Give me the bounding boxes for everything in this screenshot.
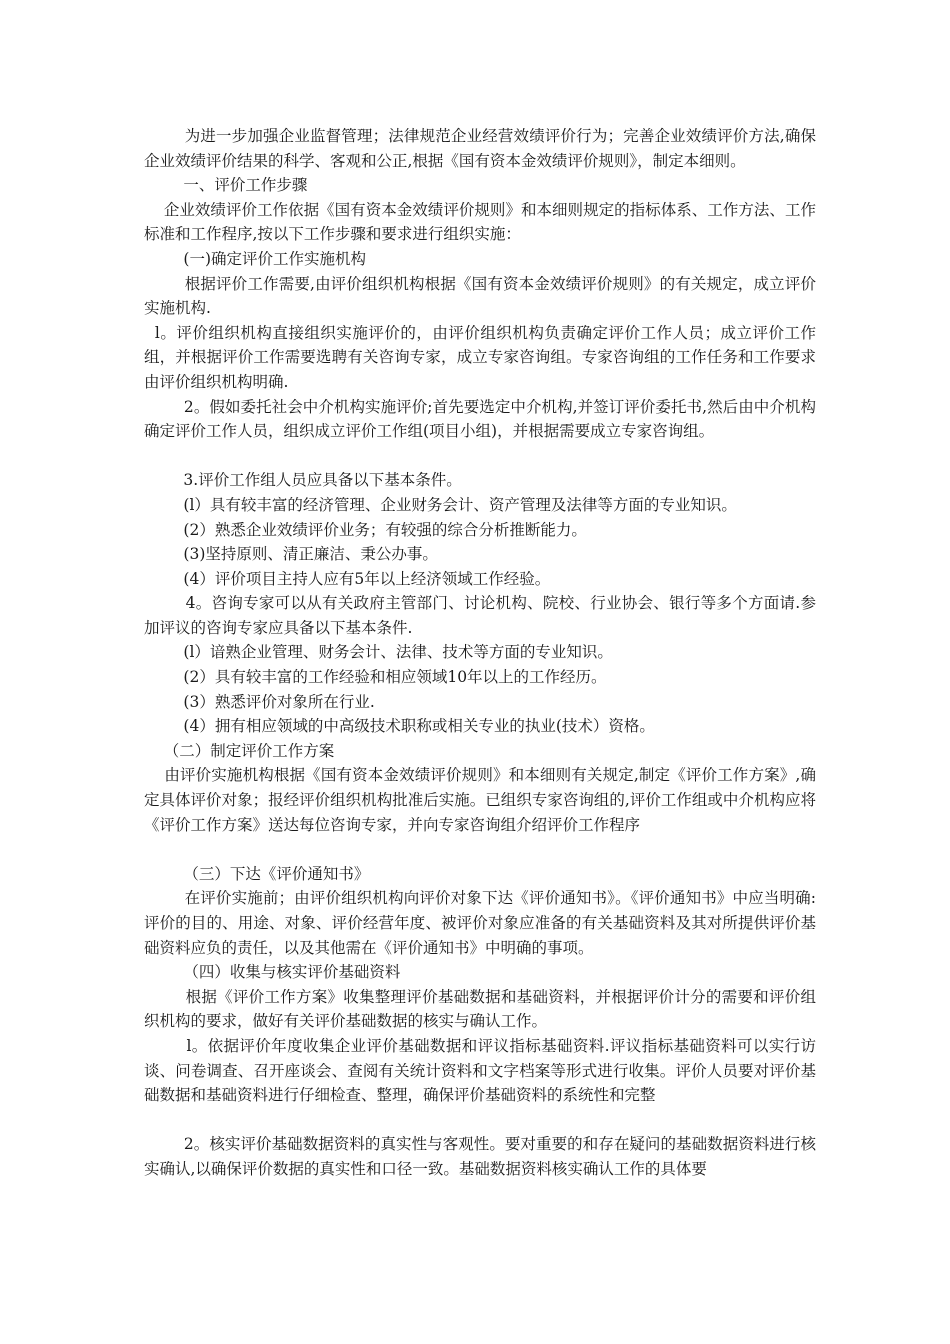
list-item: l。评价组织机构直接组织实施评价的，由评价组织机构负责确定评价工作人员；成立评价工作组，并根据评价工作需要选聘有关咨询专家，成立专家咨询组。专家咨询组的工作任务和工作要求由评价组织机构明确. bbox=[144, 323, 816, 391]
subsection-heading-3: （三）下达《评价通知书》 bbox=[144, 864, 370, 883]
subsection-heading-4: （四）收集与核实评价基础资料 bbox=[144, 963, 401, 982]
list-item: l。依据评价年度收集企业评价基础数据和评议指标基础资料.评议指标基础资料可以实行访谈、问卷调查、召开座谈会、查阅有关统计资料和文字档案等形式进行收集。评价人员要对评价基础数据和基础资料进行仔细检查、整理，确保评价基础资料的系统性和完整 bbox=[144, 1036, 816, 1105]
blank-line bbox=[144, 444, 816, 469]
list-item: 4。咨询专家可以从有关政府主管部门、讨论机构、院校、行业协会、银行等多个方面请.参加评议的咨询专家应具备以下基本条件. bbox=[144, 594, 816, 637]
list-item: 2。假如委托社会中介机构实施评价;首先要选定中介机构,并签订评价委托书,然后由中介机构确定评价工作人员，组织成立评价工作组(项目小组)，并根据需要成立专家咨询组。 bbox=[144, 397, 816, 441]
document-body bbox=[144, 124, 816, 1182]
sub-list-item: (4）评价项目主持人应有5年以上经济领域工作经验。 bbox=[144, 569, 551, 588]
intro-paragraph: 为进一步加强企业监督管理；法律规范企业经营效绩评价行为；完善企业效绩评价方法,确保企业效绩评价结果的科学、客观和公正,根据《国有资本金效绩评价规则》，制定本细则。 bbox=[144, 127, 817, 170]
paragraph: 在评价实施前；由评价组织机构向评价对象下达《评价通知书》。《评价通知书》中应当明确:评价的目的、用途、对象、评价经营年度、被评价对象应准备的有关基础资料及其对所提供评价基础资料应负的责任，以及其他需在《评价通知书》中明确的事项。 bbox=[144, 889, 816, 957]
sub-list-item: (l）具有较丰富的经济管理、企业财务会计、资产管理及法律等方面的专业知识。 bbox=[144, 495, 737, 514]
blank-line bbox=[144, 1108, 816, 1133]
paragraph: 根据评价工作需要,由评价组织机构根据《国有资本金效绩评价规则》的有关规定，成立评价实施机构. bbox=[144, 274, 817, 318]
sub-list-item: (3)坚持原则、清正廉洁、秉公办事。 bbox=[144, 545, 438, 564]
list-item: 3.评价工作组人员应具备以下基本条件。 bbox=[144, 471, 462, 490]
subsection-heading-2: （二）制定评价工作方案 bbox=[144, 741, 335, 760]
paragraph: 根据《评价工作方案》收集整理评价基础数据和基础资料，并根据评价计分的需要和评价组织机构的要求，做好有关评价基础数据的核实与确认工作。 bbox=[144, 987, 816, 1031]
sub-list-item: (l）谙熟企业管理、财务会计、法律、技术等方面的专业知识。 bbox=[144, 643, 613, 662]
section-heading-1: 一、评价工作步骤 bbox=[144, 176, 308, 195]
subsection-heading-1: (一)确定评价工作实施机构 bbox=[144, 249, 367, 268]
sub-list-item: (2）熟悉企业效绩评价业务；有较强的综合分析推断能力。 bbox=[144, 520, 587, 539]
sub-list-item: (2）具有较丰富的工作经验和相应领域10年以上的工作经历。 bbox=[144, 668, 607, 687]
paragraph: 由评价实施机构根据《国有资本金效绩评价规则》和本细则有关规定,制定《评价工作方案》,确定具体评价对象；报经评价组织机构批准后实施。已组织专家咨询组的,评价工作组或中介机构应将《评价工作方案》送达每位咨询专家，并向专家咨询组介绍评价工作程序 bbox=[144, 766, 816, 834]
list-item: 2。核实评价基础数据资料的真实性与客观性。要对重要的和存在疑问的基础数据资料进行核实确认,以确保评价数据的真实性和口径一致。基础数据资料核实确认工作的具体要 bbox=[144, 1135, 816, 1178]
paragraph: 企业效绩评价工作依据《国有资本金效绩评价规则》和本细则规定的指标体系、工作方法、工作标准和工作程序,按以下工作步骤和要求进行组织实施： bbox=[144, 200, 816, 244]
sub-list-item: (3）熟悉评价对象所在行业. bbox=[144, 692, 375, 711]
sub-list-item: (4）拥有相应领域的中高级技术职称或相关专业的执业(技术）资格。 bbox=[144, 717, 655, 736]
blank-line bbox=[144, 837, 816, 862]
